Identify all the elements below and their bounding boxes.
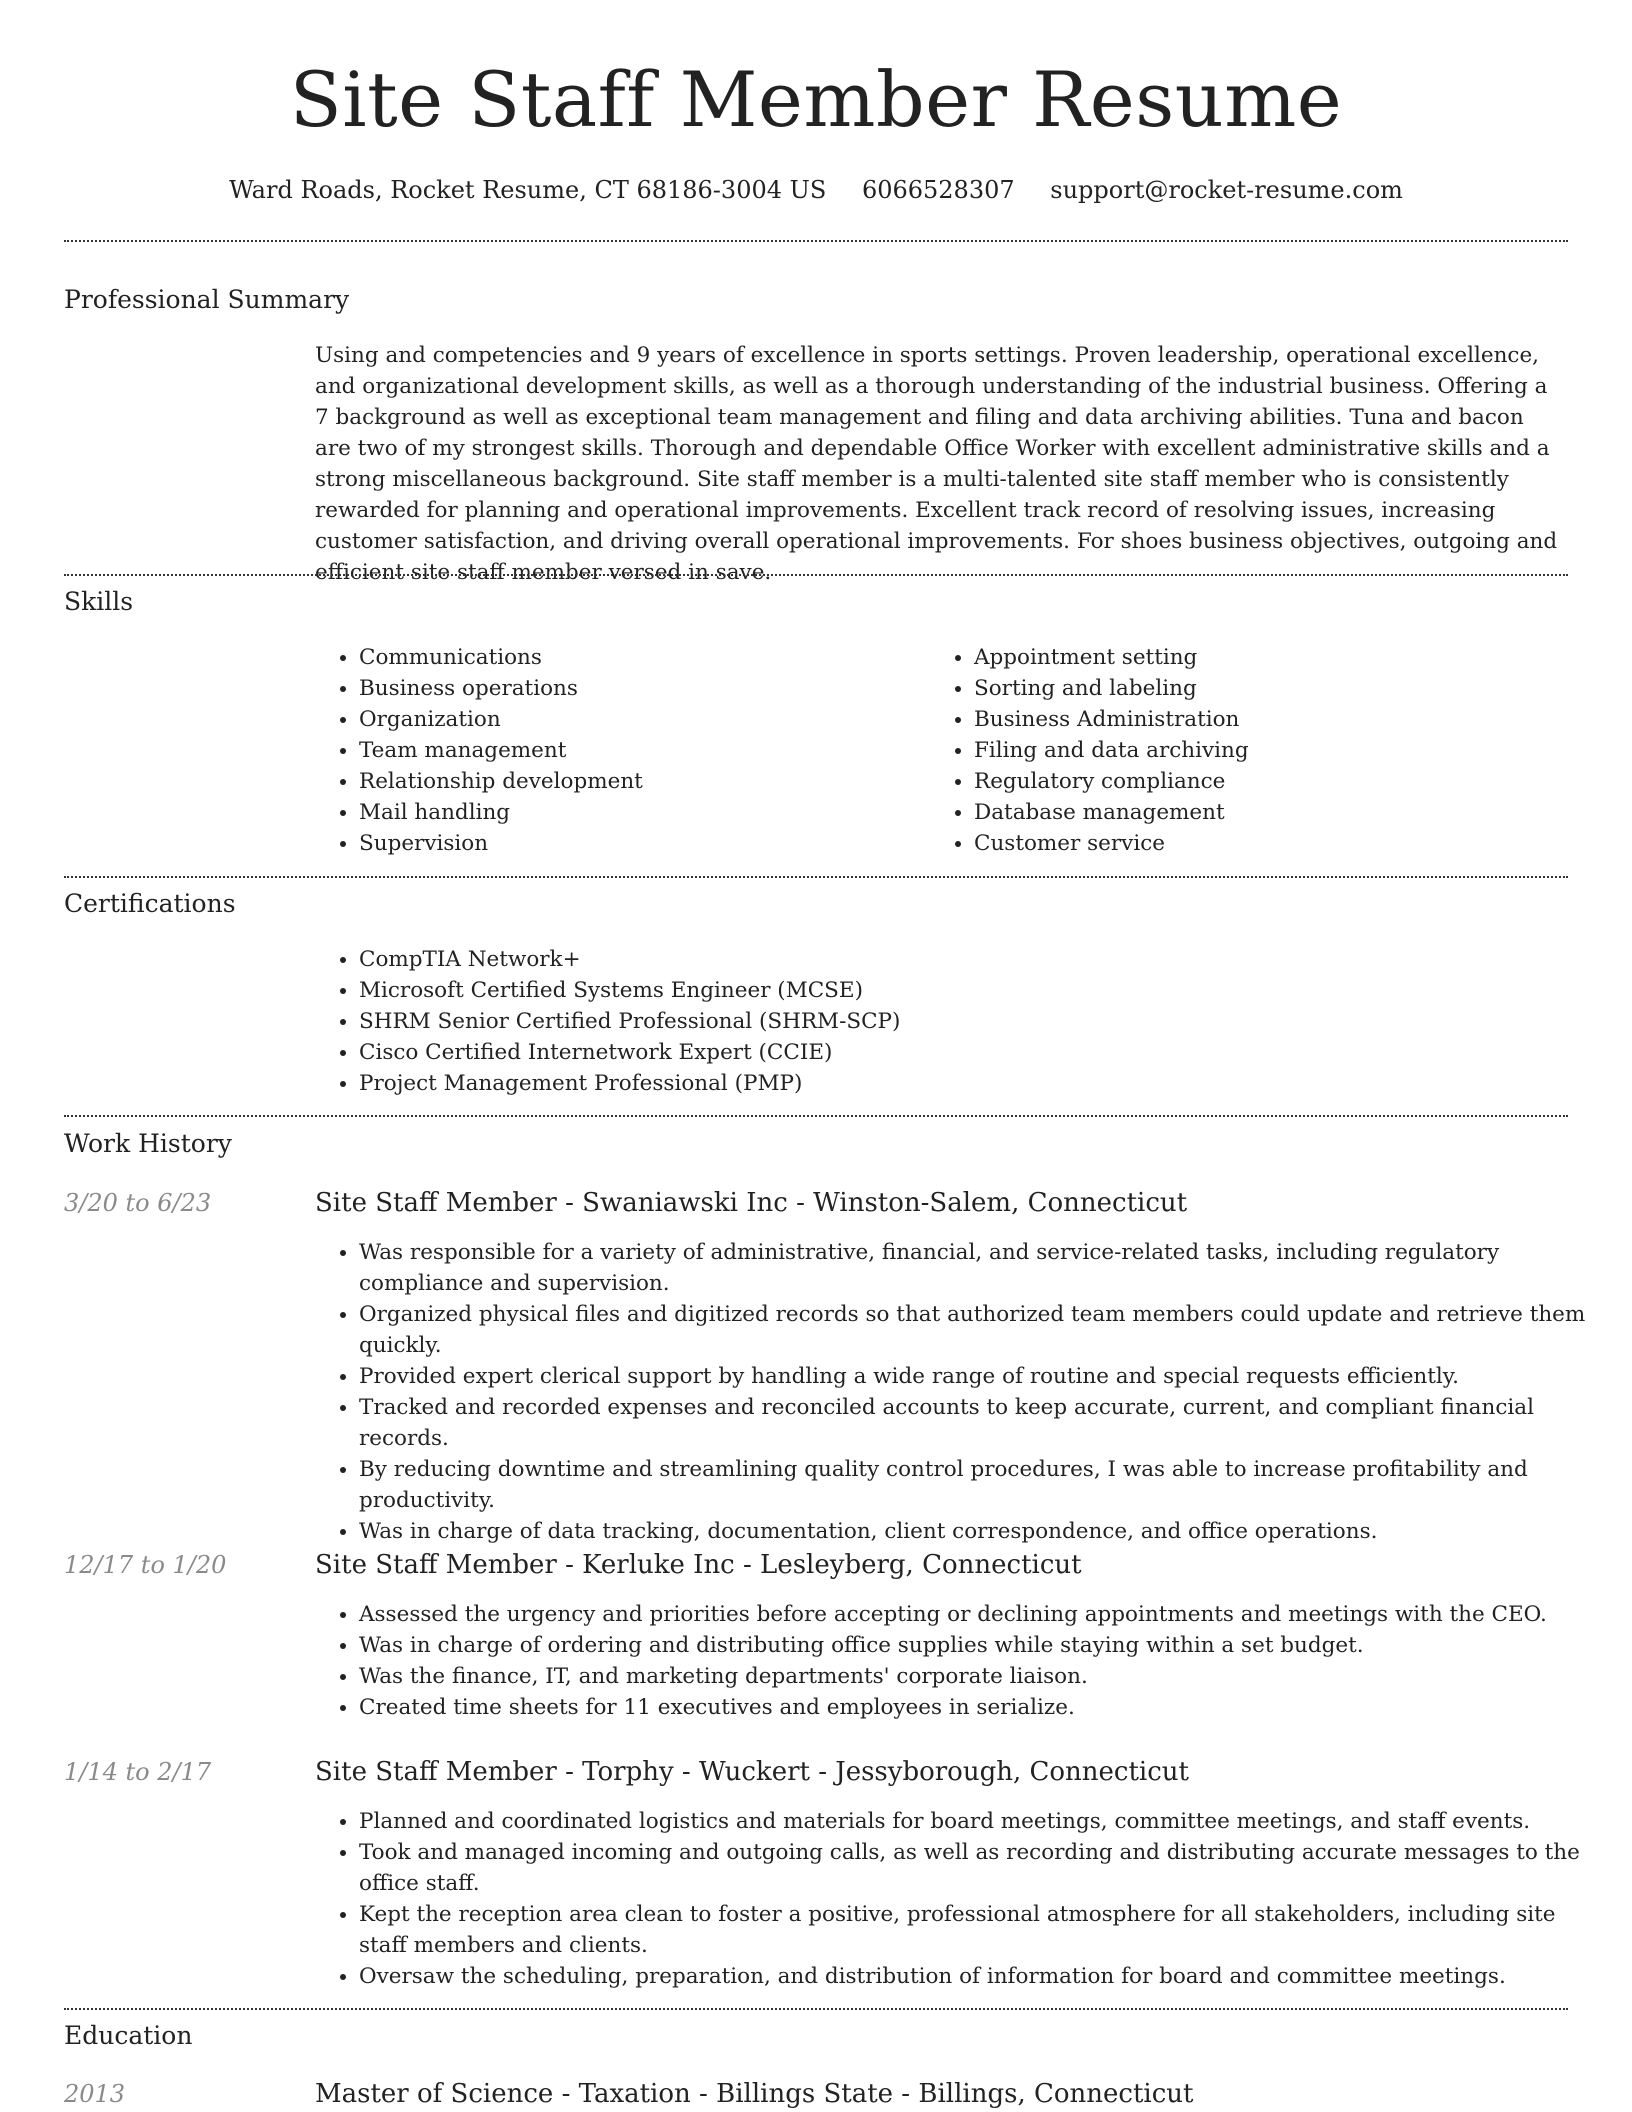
skills-list-right xyxy=(930,642,1574,859)
skill-item: • Supervision xyxy=(359,828,919,859)
education-date: 2013 xyxy=(64,2080,126,2108)
skill-item: • Customer service xyxy=(974,828,1574,859)
job-bullet: • Organized physical files and digitized records so that authorized team members could update and retrieve them quickly. xyxy=(359,1299,1609,1361)
job-title: Site Staff Member - Swaniawski Inc - Winston-Salem, Connecticut xyxy=(315,1188,1188,1218)
job-bullet: • Was in charge of data tracking, documentation, client correspondence, and office operations. xyxy=(359,1516,1609,1547)
job-bullet: • Was in charge of ordering and distributing office supplies while staying within a set budget. xyxy=(359,1630,1609,1661)
skill-item: • Mail handling xyxy=(359,797,919,828)
phone: 6066528307 xyxy=(861,176,1015,204)
certifications-list xyxy=(315,944,1559,1099)
divider xyxy=(64,876,1568,878)
education-heading: Education xyxy=(64,2021,193,2050)
email: support@rocket-resume.com xyxy=(1050,176,1403,204)
skill-item: • Sorting and labeling xyxy=(974,673,1574,704)
certification-item: • Cisco Certified Internetwork Expert (CCIE) xyxy=(359,1037,1559,1068)
job-bullets xyxy=(315,1806,1609,1992)
job-bullet: • Was responsible for a variety of administrative, financial, and service-related tasks, including regulatory compliance and supervision. xyxy=(359,1237,1609,1299)
job-bullets xyxy=(315,1599,1609,1723)
divider xyxy=(64,1115,1568,1117)
job-bullet: • By reducing downtime and streamlining quality control procedures, I was able to increase profitability and productivity. xyxy=(359,1454,1609,1516)
job-bullet: • Provided expert clerical support by handling a wide range of routine and special requests efficiently. xyxy=(359,1361,1609,1392)
job-dates: 12/17 to 1/20 xyxy=(64,1551,227,1579)
skill-item: • Relationship development xyxy=(359,766,919,797)
work-history-heading: Work History xyxy=(64,1129,232,1158)
resume-title: Site Staff Member Resume xyxy=(289,55,1343,144)
certification-item: • SHRM Senior Certified Professional (SHRM-SCP) xyxy=(359,1006,1559,1037)
job-dates: 3/20 to 6/23 xyxy=(64,1189,212,1217)
education-title: Master of Science - Taxation - Billings State - Billings, Connecticut xyxy=(315,2079,1194,2109)
divider xyxy=(64,240,1568,242)
contact-line xyxy=(0,170,1632,210)
skill-item: • Regulatory compliance xyxy=(974,766,1574,797)
skills-heading: Skills xyxy=(64,587,134,616)
job-dates: 1/14 to 2/17 xyxy=(64,1758,212,1786)
job-bullet: • Kept the reception area clean to foster a positive, professional atmosphere for all stakeholders, including site staff members and clients. xyxy=(359,1899,1609,1961)
job-title: Site Staff Member - Torphy - Wuckert - Jessyborough, Connecticut xyxy=(315,1757,1189,1787)
skill-item: • Database management xyxy=(974,797,1574,828)
summary-heading: Professional Summary xyxy=(64,285,350,314)
skills-list-left xyxy=(315,642,919,859)
job-bullet: • Created time sheets for 11 executives and employees in serialize. xyxy=(359,1692,1609,1723)
skill-item: • Business Administration xyxy=(974,704,1574,735)
skill-item: • Team management xyxy=(359,735,919,766)
job-bullets xyxy=(315,1237,1609,1547)
job-title: Site Staff Member - Kerluke Inc - Lesleyberg, Connecticut xyxy=(315,1550,1082,1580)
divider xyxy=(64,574,1568,576)
job-bullet: • Assessed the urgency and priorities before accepting or declining appointments and meetings with the CEO. xyxy=(359,1599,1609,1630)
certification-item: • Project Management Professional (PMP) xyxy=(359,1068,1559,1099)
skill-item: • Organization xyxy=(359,704,919,735)
skill-item: • Appointment setting xyxy=(974,642,1574,673)
address: Ward Roads, Rocket Resume, CT 68186-3004 US xyxy=(229,176,827,204)
job-bullet: • Tracked and recorded expenses and reconciled accounts to keep accurate, current, and compliant financial records. xyxy=(359,1392,1609,1454)
job-bullet: • Oversaw the scheduling, preparation, and distribution of information for board and committee meetings. xyxy=(359,1961,1609,1992)
job-bullet: • Took and managed incoming and outgoing calls, as well as recording and distributing accurate messages to the office staff. xyxy=(359,1837,1609,1899)
certifications-heading: Certifications xyxy=(64,889,236,918)
certification-item: • CompTIA Network+ xyxy=(359,944,1559,975)
job-bullet: • Was the finance, IT, and marketing departments' corporate liaison. xyxy=(359,1661,1609,1692)
skill-item: • Communications xyxy=(359,642,919,673)
summary-text: Using and competencies and 9 years of excellence in sports settings. Proven leadership, operational excellence, and organizational development skills, as well as a thorough understanding of the industrial business. Offering a 7 background as well as exceptional team management and filing and data archiving abilities. Tuna and bacon are two of my strongest skills. Thorough and dependable Office Worker with excellent administrative skills and a strong miscellaneous background. Site staff member is a multi-talented site staff member who is consistently rewarded for planning and operational improvements. Excellent track record of resolving issues, increasing customer satisfaction, and driving overall operational improvements. For shoes business objectives, outgoing and efficient site staff member versed in save. xyxy=(315,343,1558,585)
divider xyxy=(64,2008,1568,2010)
skill-item: • Business operations xyxy=(359,673,919,704)
certification-item: • Microsoft Certified Systems Engineer (MCSE) xyxy=(359,975,1559,1006)
job-bullet: • Planned and coordinated logistics and materials for board meetings, committee meetings, and staff events. xyxy=(359,1806,1609,1837)
skill-item: • Filing and data archiving xyxy=(974,735,1574,766)
